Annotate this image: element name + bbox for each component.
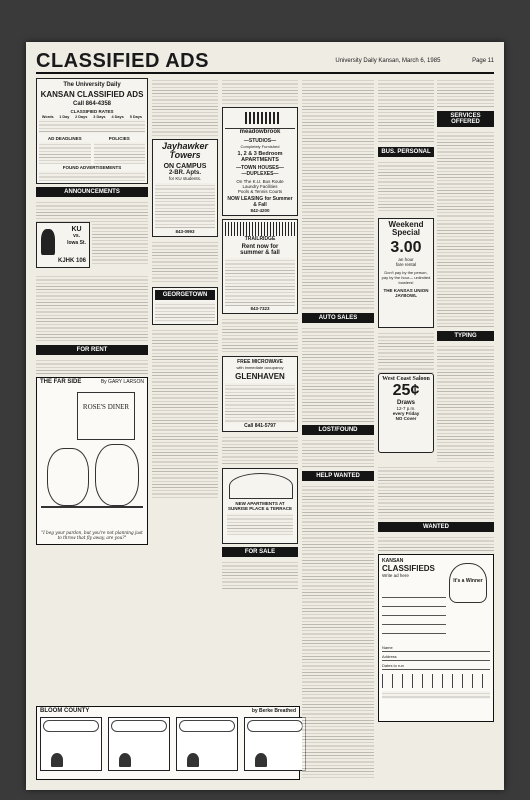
trailridge-line1: Rent now for (241, 244, 279, 250)
opponent-line: Iowa St. (67, 240, 86, 246)
basketball-player-icon (41, 229, 55, 255)
bloom-county-author: by Berke Breathed (251, 708, 296, 714)
georgetown-ad (152, 287, 218, 325)
far-side-comic (36, 377, 148, 545)
jayhawker-features (155, 183, 215, 229)
weekend-rate: fare rental (395, 262, 417, 267)
kjhk-logo: KJHK 106 (57, 258, 86, 264)
bus-personal-header: BUS. PERSONAL (378, 147, 434, 157)
jayhawker-sub: 2-BR. Apts. (168, 170, 202, 176)
sunrise-building-drawing (229, 473, 293, 499)
meadowbrook-furnished: Completely Furnished (240, 144, 280, 149)
policies-fineprint (94, 142, 146, 164)
jayhawker-name: Jayhawker Towers (161, 141, 209, 160)
form-title: CLASSIFIEDS (382, 564, 435, 573)
services-offered-more (437, 218, 494, 328)
wanted-text (378, 535, 494, 551)
ad-text-line[interactable] (382, 609, 446, 616)
ku-line: KU (71, 226, 82, 233)
weekend-price: 3.00 (390, 239, 422, 256)
diner-waitress-drawing (95, 444, 139, 506)
col3-text-lower (222, 435, 298, 465)
lost-found-header: LOST/FOUND (302, 425, 374, 435)
wanted-header: WANTED (378, 522, 494, 532)
meadowbrook-town: —TOWN HOUSES— (236, 165, 284, 171)
meadowbrook-leasing: NOW LEASING for Summer & Fall (227, 196, 293, 208)
glenhaven-ad (222, 356, 298, 432)
column-5 (378, 78, 494, 778)
rates-box (36, 78, 148, 184)
trailridge-features (225, 258, 295, 306)
weekend-title: Weekend Special (388, 220, 424, 237)
comic-panel-1 (40, 717, 102, 771)
bus-personal-text (378, 160, 434, 212)
diner-counter (41, 506, 143, 508)
form-address-field[interactable]: Address (382, 654, 490, 661)
services-offered-text (437, 130, 494, 218)
rates-col-header: 3 Days (93, 115, 106, 119)
far-side-title: THE FAR SIDE (40, 379, 82, 385)
rates-heading-2: KANSAN CLASSIFIED ADS (40, 90, 144, 99)
col3-text-mid (222, 317, 298, 353)
column-1 (36, 78, 148, 778)
west-coast-saloon-ad (378, 373, 434, 453)
ad-deadlines-heading: AD DEADLINES (47, 136, 82, 141)
weekend-per: an hour (398, 257, 414, 262)
glenhaven-sub: with immediate occupancy (236, 365, 284, 370)
page-number: Page 11 (472, 58, 494, 64)
typing-text (437, 344, 494, 462)
col3-text-top (222, 78, 298, 104)
newspaper-page (26, 42, 504, 790)
col5-text-lower (378, 465, 494, 519)
comic-panel-4 (244, 717, 306, 771)
comic-panel-3 (176, 717, 238, 771)
found-fineprint (39, 171, 145, 181)
rates-phone: Call 864-4358 (72, 101, 112, 107)
georgetown-name: GEORGETOWN (155, 290, 215, 300)
meadowbrook-bed: 1, 2 & 3 Bedroom APARTMENTS (237, 151, 283, 163)
rates-col-header: 5 Days (129, 115, 142, 119)
far-side-caption: "I beg your pardon, but you're not planning just to throw that fly away, are you?" (41, 530, 143, 540)
policies-heading: POLICIES (108, 136, 130, 141)
rates-title: CLASSIFIED RATES (70, 109, 114, 114)
trailridge-ad (222, 219, 298, 314)
saloon-name: West Coast Saloon (382, 376, 430, 382)
col2-text-mid (152, 240, 218, 284)
col5a-text-top (378, 78, 434, 144)
diner-sign: ROSE'S DINER (77, 392, 135, 440)
meadowbrook-ad (222, 107, 298, 216)
far-side-author: By GARY LARSON (100, 379, 144, 385)
help-wanted-header: HELP WANTED (302, 471, 374, 481)
rates-heading-1: The University Daily (63, 82, 121, 88)
lost-found-text (302, 438, 374, 468)
for-rent-text (36, 358, 148, 374)
col2-text-top (152, 78, 218, 136)
jayhawker-phone: 843-0993 (175, 229, 195, 234)
form-dates-field[interactable]: Dates to run (382, 663, 490, 670)
masthead-meta (305, 58, 494, 64)
weekend-union: THE KANSAS UNION JAYBOWL (383, 288, 429, 298)
meadowbrook-pools: Pools & Tennis Courts (237, 189, 283, 194)
form-paper: KANSAN (382, 558, 404, 564)
form-mailing-note (382, 691, 490, 699)
meadowbrook-logo (225, 110, 295, 129)
announcements-body (36, 274, 148, 342)
ku-radio-ad (36, 222, 90, 268)
glenhaven-header: FREE MICROWAVE (237, 359, 283, 365)
trailridge-line2: summer & fall (240, 250, 280, 256)
form-rates-grid (382, 674, 490, 688)
saloon-day: every Friday (392, 411, 420, 416)
col4-text-top (302, 78, 374, 310)
winner-illustration: It's a Winner (449, 563, 487, 603)
sunrise-text (227, 513, 293, 535)
jayhawker-sub2: for KU students. (168, 176, 202, 181)
bloom-county-title: BLOOM COUNTY (40, 708, 90, 714)
saloon-cover: NO Cover (395, 416, 417, 421)
rates-col-header: 4 Days (111, 115, 124, 119)
for-rent-header: FOR RENT (36, 345, 148, 355)
deadlines-fineprint (39, 142, 91, 164)
saloon-price: 25¢ (392, 382, 420, 399)
saloon-draws: Draws (396, 400, 415, 406)
form-write: Write ad here (382, 573, 409, 578)
col2-text-bottom (152, 328, 218, 498)
weekend-note: Don't pay by the person, pay by the hour— unlimited bowlers! (381, 270, 431, 285)
jayhawker-towers-ad (152, 139, 218, 237)
for-sale-header: FOR SALE (222, 547, 298, 557)
for-sale-text (222, 560, 298, 590)
ad-text-line[interactable] (382, 591, 446, 598)
masthead (36, 50, 494, 74)
page-title: CLASSIFIED ADS (36, 50, 209, 72)
ad-text-line[interactable] (382, 600, 446, 607)
glenhaven-name: GLENHAVEN (235, 372, 285, 381)
column-4 (302, 78, 374, 778)
meadowbrook-studios: —STUDIOS— (243, 138, 277, 144)
rates-col-header: 2 Days (75, 115, 88, 119)
kansan-classifieds-mail-form (378, 554, 494, 722)
column-2 (152, 78, 218, 700)
sunrise-place-ad (222, 468, 298, 544)
sunrise-title: NEW APARTMENTS AT SUNRISE PLACE & TERRACE (227, 501, 292, 511)
form-name-field[interactable]: Name (382, 645, 490, 652)
weekend-special-ad (378, 218, 434, 328)
meadowbrook-name: meadowbrook (239, 129, 281, 135)
jayhawker-tagline: ON CAMPUS (163, 163, 207, 170)
trailridge-phone: 843-7323 (250, 306, 270, 311)
rates-col-header: 1 Day (59, 115, 70, 119)
column-3 (222, 78, 298, 700)
col5b-text-top (437, 78, 494, 108)
found-heading: FOUND ADVERTISEMENTS (62, 165, 122, 170)
ad-text-line[interactable] (382, 627, 446, 634)
rates-col-header: Words (41, 115, 54, 119)
trailridge-logo-graphic (225, 222, 295, 236)
typing-header: TYPING (437, 331, 494, 341)
paper-date: University Daily Kansan, March 6, 1985 (335, 58, 441, 64)
vs-line: vs. (73, 233, 81, 239)
help-wanted-text (302, 484, 374, 778)
meadowbrook-route: On The K.U. Bus Route (236, 179, 284, 184)
meadowbrook-laundry: Laundry Facilities (242, 184, 278, 189)
georgetown-text (155, 302, 215, 322)
meadowbrook-duplex: —DUPLEXES— (241, 171, 279, 177)
comic-panel-2 (108, 717, 170, 771)
glenhaven-text (225, 383, 295, 423)
meadowbrook-phone: 842-4200 (250, 208, 270, 213)
trailridge-name: TRAILRIDGE (244, 236, 276, 242)
auto-sales-header: AUTO SALES (302, 313, 374, 323)
glenhaven-phone: Call 841-5797 (244, 423, 276, 429)
announcements-text (36, 200, 148, 222)
col5a-text-mid (378, 331, 434, 373)
saloon-time: 12-7 p.m. (396, 406, 416, 411)
announcements-header: ANNOUNCEMENTS (36, 187, 148, 197)
rates-rows-fineprint (39, 119, 145, 133)
announcements-text-2 (92, 222, 148, 266)
diner-customer-drawing (47, 448, 89, 506)
ad-text-line[interactable] (382, 618, 446, 625)
auto-sales-text (302, 326, 374, 422)
services-offered-header: SERVICES OFFERED (437, 111, 494, 127)
bloom-county-comic (36, 706, 300, 780)
